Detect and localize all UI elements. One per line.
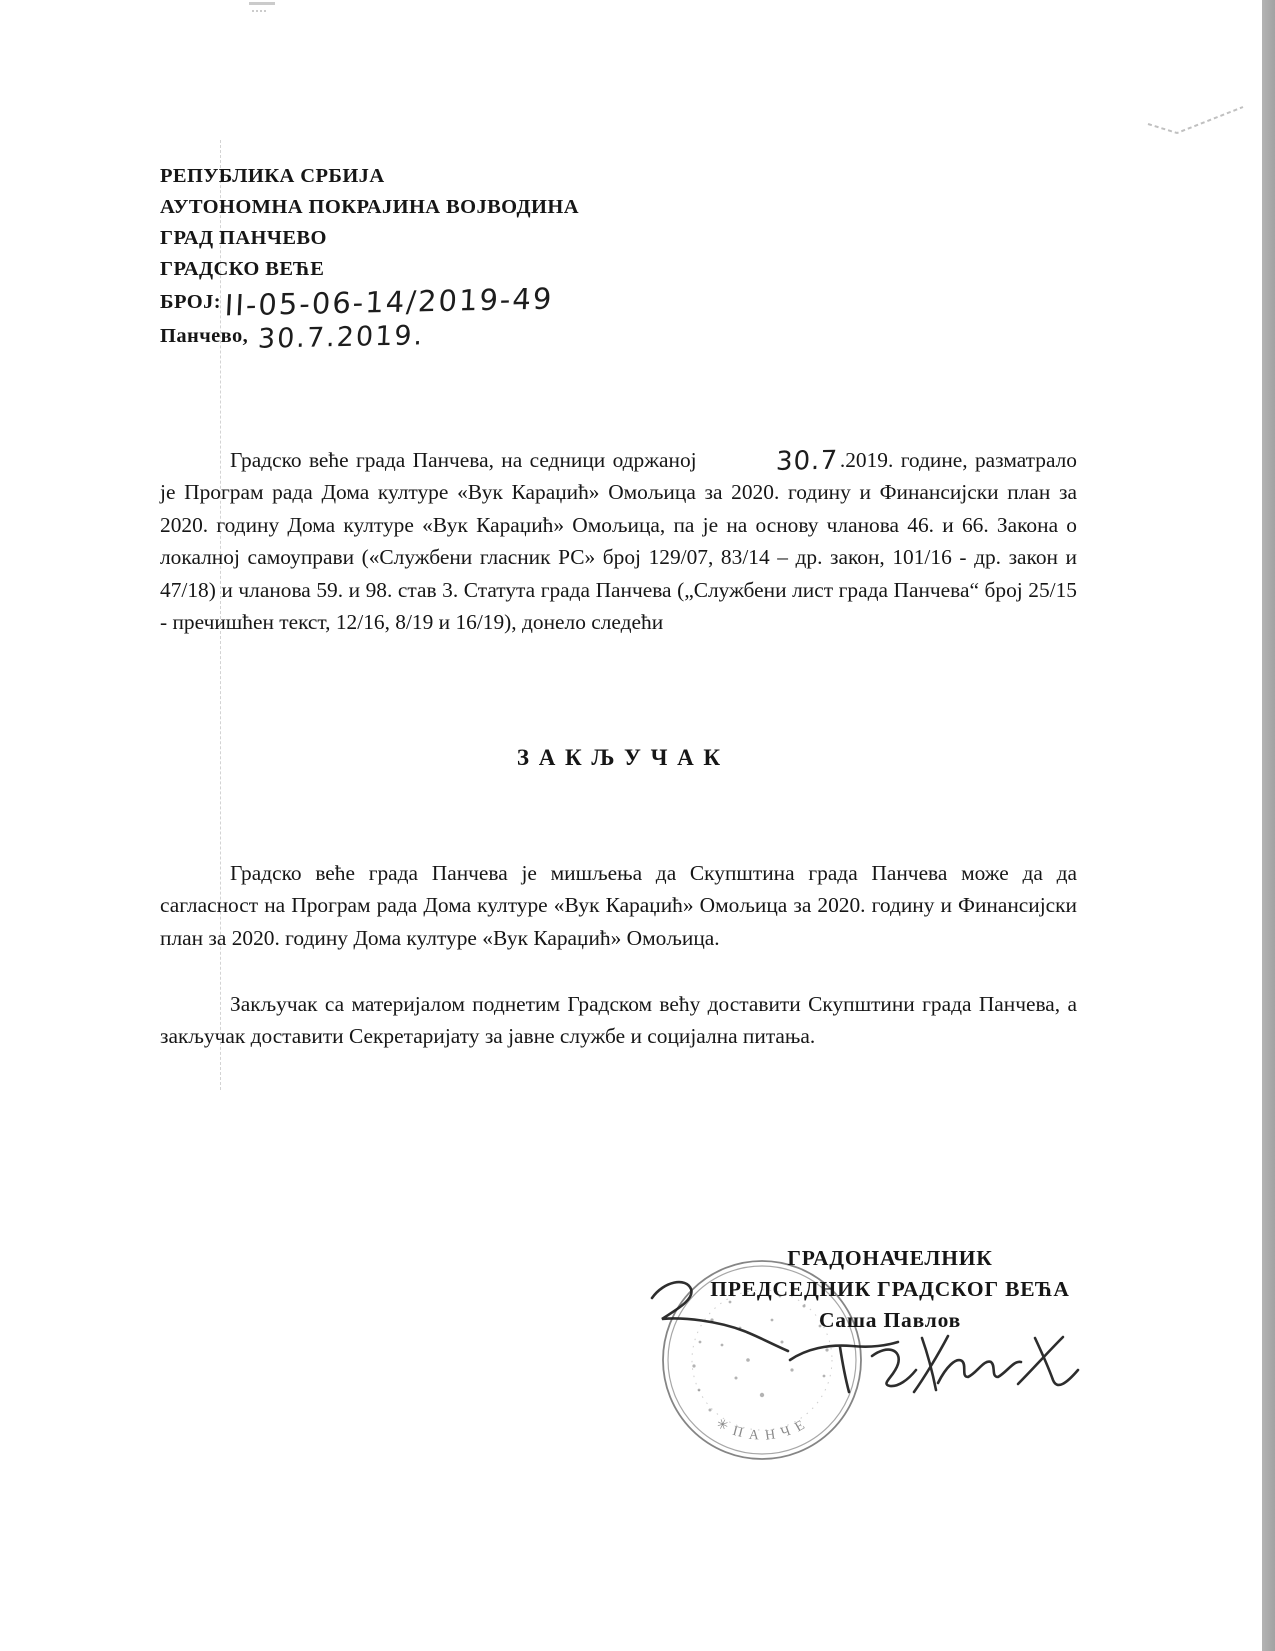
place-label: Панчево, xyxy=(160,325,249,347)
letterhead-body: ГРАДСКО ВЕЋЕ xyxy=(160,258,325,280)
scan-edge-strip xyxy=(1262,0,1275,1651)
signatory-name: Саша Павлов xyxy=(818,1308,962,1332)
signature-title-mayor: ГРАДОНАЧЕЛНИК xyxy=(787,1246,993,1270)
place-date-line xyxy=(160,319,579,353)
signature-title-council: ПРЕДСЕДНИК ГРАДСКОГ ВЕЋА xyxy=(710,1277,1070,1301)
intro-paragraph xyxy=(160,444,1077,638)
case-number-label: БРОЈ: xyxy=(160,291,221,313)
intro-after-date: .2019. године, разматрало је Програм рада Дома културе «Вук Караџић» Омољица за 2020. годину и Финансијски план за 2020. годину Дома културе «Вук Караџић» Омољица, па је на основу чланова 46. и 66. Закона о локалној самоуправи («Службени гласник РС» број 129/07, 83/14 – др. закон, 101/16 - др. закон и 47/18) и чланова 59. и 98. став 3. Статута града Панчева („Службени лист града Панчева“ број 25/15 - пречишћен текст, 12/16, 8/19 и 16/19), донело следећи xyxy=(160,448,1078,635)
delivery-paragraph: Закључак са материјалом поднетим Градском већу доставити Скупштини града Панчева, а закључак доставити Секретаријату за јавне службе и социјална питања. xyxy=(160,992,1077,1049)
pencil-check-artifact xyxy=(1100,90,1260,150)
session-date-handwritten: 30.7 xyxy=(775,445,839,477)
letterhead-country: РЕПУБЛИКА СРБИЈА xyxy=(160,165,385,187)
case-number-handwritten: II-05-06-14/2019-49 xyxy=(223,281,555,323)
opinion-paragraph: Градско веће града Панчева је мишљења да Скупштина града Панчева може да да сагласност на Програм рада Дома културе «Вук Караџић» Омољица за 2020. годину и Финансијски план за 2020. годину Дома културе «Вук Караџић» Омољица. xyxy=(160,861,1077,950)
letterhead-province: АУТОНОМНА ПОКРАЈИНА ВОЈВОДИНА xyxy=(160,196,579,218)
handwritten-signature xyxy=(620,1260,1100,1440)
date-handwritten: 30.7.2019. xyxy=(257,320,426,355)
letterhead xyxy=(160,161,579,353)
stamp-bottom-text: ✳ПАНЧЕ xyxy=(713,1414,814,1444)
scan-speck xyxy=(249,2,275,5)
intro-before-date: Градско веће града Панчева, на седници одржаној xyxy=(230,448,704,472)
letterhead-city: ГРАД ПАНЧЕВО xyxy=(160,227,327,249)
scan-speck xyxy=(252,10,266,19)
document-heading: ЗАКЉУЧАК xyxy=(516,745,730,770)
case-number-line xyxy=(160,281,579,323)
